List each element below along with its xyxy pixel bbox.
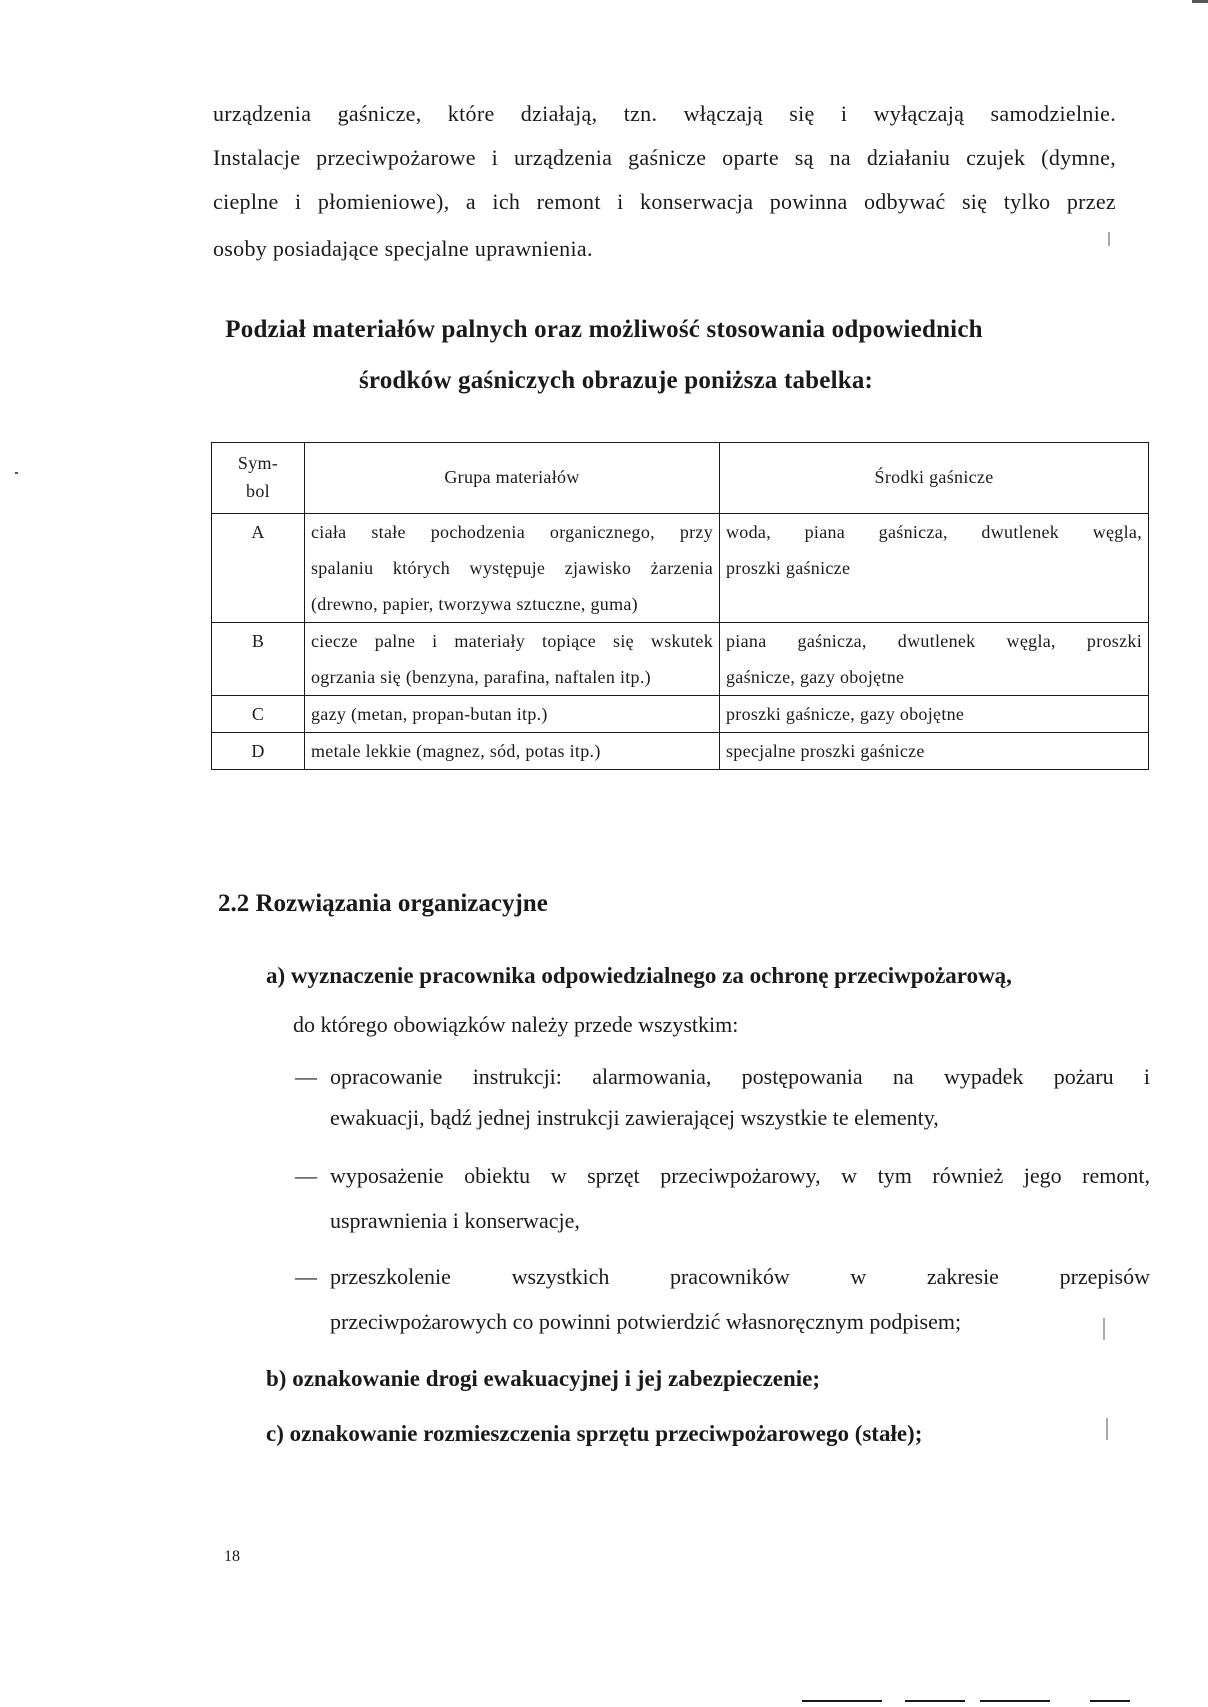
row-group <box>305 514 720 623</box>
table-row <box>212 514 1149 623</box>
row-agents <box>720 696 1149 733</box>
table-row <box>212 623 1149 696</box>
row-group-line: ogrzania się (benzyna, parafina, naftalen itp.) <box>311 667 651 687</box>
row-group <box>305 696 720 733</box>
item-a-lead: do którego obowiązków należy przede wszystkim: <box>293 1012 739 1037</box>
intro-line-1: urządzenia gaśnicze, które działają, tzn. włączają się i wyłączają samodzielnie. <box>213 101 1116 126</box>
table-row <box>212 696 1149 733</box>
header-symbol-line-2: bol <box>246 481 270 501</box>
table-header-row <box>212 443 1149 514</box>
row-symbol: D <box>212 733 305 770</box>
bullet-3-line-1: przeszkolenie wszystkich pracowników w zakresie przepisów <box>330 1264 1150 1289</box>
row-agents-line: specjalne proszki gaśnicze <box>726 741 925 761</box>
row-agents <box>720 733 1149 770</box>
row-group-line: ciała stałe pochodzenia organicznego, przy <box>311 522 713 542</box>
row-group-line: gazy (metan, propan-butan itp.) <box>311 704 548 724</box>
materials-table <box>211 442 1149 770</box>
table-heading-line-1: Podział materiałów palnych oraz możliwość stosowania odpowiednich <box>225 316 983 343</box>
header-symbol <box>212 443 305 514</box>
row-symbol: A <box>212 514 305 623</box>
row-group <box>305 733 720 770</box>
scan-rule-bottom <box>1090 1700 1130 1702</box>
scan-mark-right <box>1108 232 1110 246</box>
bullet-3-line-2: przeciwpożarowych co powinni potwierdzić własnoręcznym podpisem; <box>330 1309 962 1334</box>
header-group: Grupa materiałów <box>305 443 720 514</box>
row-agents <box>720 623 1149 696</box>
scan-rule-bottom <box>905 1700 965 1702</box>
scan-mark-right <box>1103 1318 1105 1340</box>
row-agents-line: proszki gaśnicze, gazy obojętne <box>726 704 965 724</box>
bullet-2-line-1: wyposażenie obiektu w sprzęt przeciwpożarowy, w tym również jego remont, <box>330 1163 1150 1188</box>
item-b-title: b) oznakowanie drogi ewakuacyjnej i jej zabezpieczenie; <box>266 1366 821 1391</box>
table-heading-line-2: środków gaśniczych obrazuje poniższa tabelka: <box>358 367 874 394</box>
bullet-dash: — <box>295 1264 317 1289</box>
scan-mark-right <box>1106 1418 1108 1440</box>
scan-mark-left <box>15 472 18 474</box>
header-symbol-line-1: Sym- <box>237 453 279 473</box>
bullet-dash: — <box>295 1163 317 1188</box>
header-agents: Środki gaśnicze <box>720 443 1149 514</box>
row-group <box>305 623 720 696</box>
bullet-2-line-2: usprawnienia i konserwacje, <box>330 1208 580 1233</box>
page-number: 18 <box>224 1548 240 1565</box>
intro-line-4: osoby posiadające specjalne uprawnienia. <box>213 236 593 261</box>
row-agents-line: proszki gaśnicze <box>726 558 851 578</box>
intro-line-3: cieplne i płomieniowe), a ich remont i konserwacja powinna odbywać się tylko przez <box>213 189 1116 214</box>
scan-rule-bottom <box>980 1700 1050 1702</box>
item-c-title: c) oznakowanie rozmieszczenia sprzętu przeciwpożarowego (stałe); <box>266 1421 923 1446</box>
section-title: 2.2 Rozwiązania organizacyjne <box>218 890 548 917</box>
row-group-line: (drewno, papier, tworzywa sztuczne, guma) <box>311 594 638 614</box>
bullet-dash: — <box>295 1064 317 1089</box>
row-symbol: B <box>212 623 305 696</box>
row-symbol: C <box>212 696 305 733</box>
row-agents-line: woda, piana gaśnicza, dwutlenek węgla, <box>726 522 1142 542</box>
row-group-line: metale lekkie (magnez, sód, potas itp.) <box>311 741 601 761</box>
bullet-1-line-2: ewakuacji, bądź jednej instrukcji zawierającej wszystkie te elementy, <box>330 1105 939 1130</box>
scan-mark-corner <box>1192 0 1208 3</box>
row-group-line: ciecze palne i materiały topiące się wskutek <box>311 631 713 651</box>
row-agents <box>720 514 1149 623</box>
item-a-title: a) wyznaczenie pracownika odpowiedzialnego za ochronę przeciwpożarową, <box>266 963 1012 988</box>
intro-line-2: Instalacje przeciwpożarowe i urządzenia gaśnicze oparte są na działaniu czujek (dymne, <box>213 145 1116 170</box>
table-row <box>212 733 1149 770</box>
row-group-line: spalaniu których występuje zjawisko żarzenia <box>311 558 713 578</box>
row-agents-line: gaśnicze, gazy obojętne <box>726 667 905 687</box>
scan-rule-bottom <box>802 1700 882 1702</box>
bullet-1-line-1: opracowanie instrukcji: alarmowania, postępowania na wypadek pożaru i <box>330 1064 1150 1089</box>
row-agents-line: piana gaśnicza, dwutlenek węgla, proszki <box>726 631 1142 651</box>
